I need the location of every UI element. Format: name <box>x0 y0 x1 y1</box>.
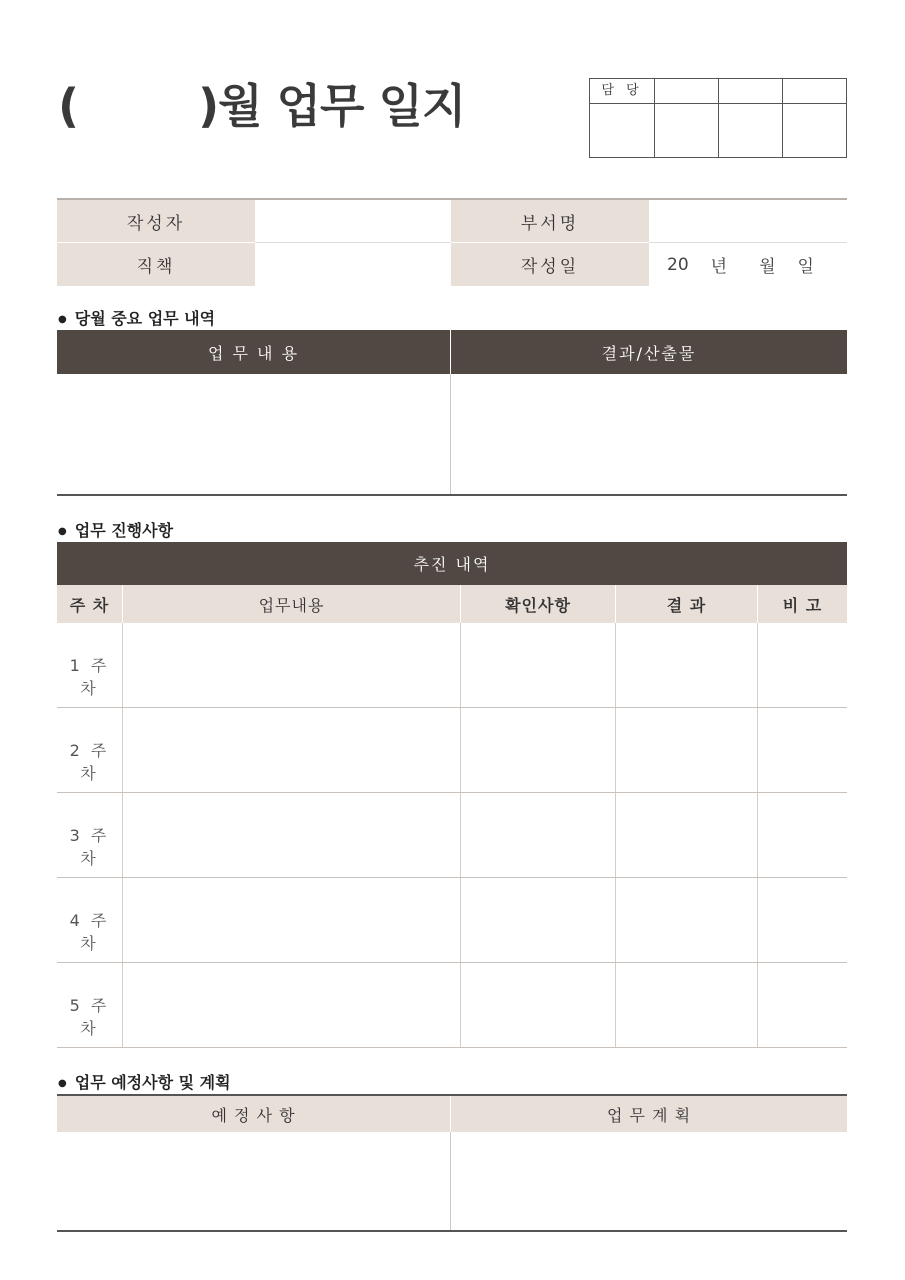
author-label: 작성자 <box>57 200 255 243</box>
task-cell[interactable] <box>123 878 461 962</box>
section3-title: ● 업무 예정사항 및 계획 <box>58 1070 231 1093</box>
approval-sign-cell[interactable] <box>590 104 655 157</box>
note-cell[interactable] <box>758 793 847 877</box>
note-header: 비 고 <box>758 585 847 623</box>
approval-box <box>589 78 847 158</box>
check-cell[interactable] <box>461 963 616 1047</box>
approval-sign-cell[interactable] <box>655 104 719 157</box>
approval-header-cell <box>719 79 783 104</box>
check-header: 확인사항 <box>461 585 616 623</box>
table-row <box>57 708 847 793</box>
approval-header-cell <box>783 79 846 104</box>
week-label: 2 주 차 <box>57 708 123 792</box>
week-label: 1 주 차 <box>57 623 123 707</box>
task-content-cell[interactable] <box>57 374 451 494</box>
planned-items-header: 예 정 사 항 <box>57 1096 451 1132</box>
note-cell[interactable] <box>758 623 847 707</box>
result-output-cell[interactable] <box>451 374 847 494</box>
author-field[interactable] <box>255 200 451 243</box>
year-unit: 년 <box>710 257 728 277</box>
result-cell[interactable] <box>616 793 758 877</box>
check-cell[interactable] <box>461 708 616 792</box>
date-field[interactable] <box>649 243 847 286</box>
approval-sign-cell[interactable] <box>783 104 846 157</box>
approval-header-cell <box>655 79 719 104</box>
task-cell[interactable] <box>123 708 461 792</box>
task-cell[interactable] <box>123 963 461 1047</box>
week-label: 5 주 차 <box>57 963 123 1047</box>
month-unit: 월 <box>759 257 776 277</box>
progress-table <box>57 542 847 1048</box>
week-header: 주 차 <box>57 585 123 623</box>
check-cell[interactable] <box>461 793 616 877</box>
result-cell[interactable] <box>616 878 758 962</box>
check-cell[interactable] <box>461 623 616 707</box>
check-cell[interactable] <box>461 878 616 962</box>
date-label: 작성일 <box>451 243 649 286</box>
result-cell[interactable] <box>616 708 758 792</box>
task-cell[interactable] <box>123 623 461 707</box>
progress-banner: 추진 내역 <box>57 542 847 585</box>
plans-table <box>57 1094 847 1232</box>
note-cell[interactable] <box>758 708 847 792</box>
position-field[interactable] <box>255 243 451 286</box>
task-cell[interactable] <box>123 793 461 877</box>
section1-title: ● 당월 중요 업무 내역 <box>58 306 215 329</box>
day-unit: 일 <box>797 257 814 277</box>
department-field[interactable] <box>649 200 847 243</box>
result-header: 결 과 <box>616 585 758 623</box>
table-row <box>57 878 847 963</box>
table-row <box>57 623 847 708</box>
page-title: ( )월 업무 일지 <box>58 79 466 133</box>
section2-title: ● 업무 진행사항 <box>58 518 173 541</box>
task-header: 업무내용 <box>123 585 461 623</box>
info-table <box>57 198 847 286</box>
position-label: 직책 <box>57 243 255 286</box>
planned-items-cell[interactable] <box>57 1132 451 1230</box>
approval-label: 담 당 <box>590 79 655 104</box>
department-label: 부서명 <box>451 200 649 243</box>
date-prefix: 20 <box>667 254 689 275</box>
week-label: 3 주 차 <box>57 793 123 877</box>
note-cell[interactable] <box>758 963 847 1047</box>
work-plan-header: 업 무 계 획 <box>451 1096 847 1132</box>
approval-sign-cell[interactable] <box>719 104 783 157</box>
table-row <box>57 963 847 1048</box>
result-cell[interactable] <box>616 623 758 707</box>
task-content-header: 업 무 내 용 <box>57 330 451 374</box>
work-plan-cell[interactable] <box>451 1132 847 1230</box>
important-tasks-table <box>57 330 847 496</box>
week-label: 4 주 차 <box>57 878 123 962</box>
result-cell[interactable] <box>616 963 758 1047</box>
table-row <box>57 793 847 878</box>
note-cell[interactable] <box>758 878 847 962</box>
result-output-header: 결과/산출물 <box>451 330 847 374</box>
